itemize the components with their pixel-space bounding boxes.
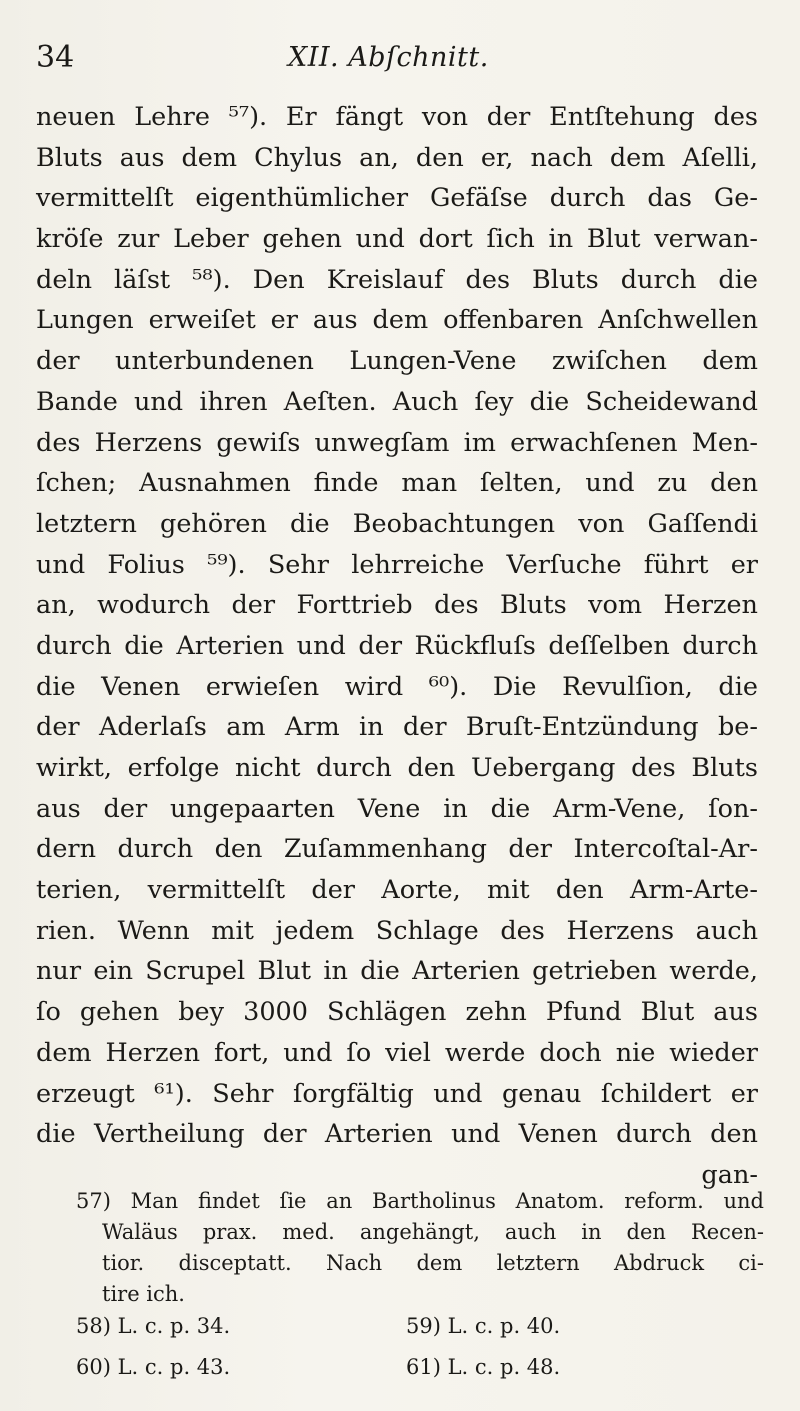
footnote-58: 58) L. c. p. 34. bbox=[76, 1314, 231, 1338]
ref-row bbox=[76, 1347, 676, 1388]
body-line: nur ein Scrupel Blut in die Arterien getrieben werde, bbox=[36, 956, 758, 987]
body-line: vermittelſt eigenthümlicher Gefäſse durch das Ge- bbox=[36, 183, 758, 214]
body-line: neuen Lehre ⁵⁷). Er fängt von der Entſtehung des bbox=[36, 102, 758, 132]
body-line: Bande und ihren Aeſten. Auch ſey die Scheidewand bbox=[36, 386, 758, 417]
footnote-59: 59) L. c. p. 40. bbox=[406, 1314, 561, 1338]
body-line: durch die Arterien und der Rückfluſs deſſelben durch bbox=[36, 630, 758, 661]
body-line: ſo gehen bey 3000 Schlägen zehn Pfund Blut aus bbox=[36, 997, 758, 1028]
body-line: an, wodurch der Forttrieb des Bluts vom Herzen bbox=[36, 590, 758, 621]
body-line: Bluts aus dem Chylus an, den er, nach dem Aſelli, bbox=[36, 142, 758, 173]
footnote-60: 60) L. c. p. 43. bbox=[76, 1355, 231, 1379]
footnote-61: 61) L. c. p. 48. bbox=[406, 1355, 561, 1379]
page-number: 34 bbox=[36, 40, 75, 75]
body-line: erzeugt ⁶¹). Sehr ſorgfältig und genau ſchildert er bbox=[36, 1078, 758, 1109]
body-line: rien. Wenn mit jedem Schlage des Herzens auch bbox=[36, 915, 758, 946]
body-text bbox=[36, 97, 758, 1196]
body-line: und Folius ⁵⁹). Sehr lehrreiche Verſuche führt er bbox=[36, 549, 758, 580]
body-line: dem Herzen fort, und ſo viel werde doch nie wieder bbox=[36, 1037, 758, 1068]
ref-row bbox=[76, 1306, 676, 1347]
running-head: XII. Abſchnitt. bbox=[288, 42, 489, 73]
body-line: die Venen erwieſen wird ⁶⁰). Die Revulſion, die bbox=[36, 671, 758, 702]
body-line: wirkt, erfolge nicht durch den Uebergang des Bluts bbox=[36, 753, 758, 783]
body-line: terien, vermittelſt der Aorte, mit den Arm-Arte- bbox=[36, 875, 758, 906]
body-line: letztern gehören die Beobachtungen von Gaſſendi bbox=[36, 508, 758, 539]
footnote-line: 57) Man findet ſie an Bartholinus Anatom. reform. und bbox=[76, 1189, 764, 1213]
body-line: dern durch den Zuſammenhang der Intercoſtal-Ar- bbox=[36, 834, 758, 865]
body-line: deln läſst ⁵⁸). Den Kreislauf des Bluts durch die bbox=[36, 264, 758, 295]
footnote-line: tire ich. bbox=[102, 1282, 185, 1306]
body-line: Lungen erweiſet er aus dem offenbaren Anſchwellen bbox=[36, 305, 758, 336]
body-line: der unterbundenen Lungen-Vene zwiſchen dem bbox=[36, 346, 758, 377]
catchword: gan- bbox=[701, 1159, 758, 1190]
body-line: ſchen; Ausnahmen finde man ſelten, und zu den bbox=[36, 468, 758, 499]
body-line: aus der ungepaarten Vene in die Arm-Vene, ſon- bbox=[36, 793, 758, 824]
body-line: des Herzens gewiſs unwegſam im erwachſenen Men- bbox=[36, 427, 758, 458]
footnote-line: Waläus prax. med. angehängt, auch in den Recen- bbox=[102, 1220, 764, 1244]
footnote-line: tior. disceptatt. Nach dem letztern Abdruck ci- bbox=[102, 1251, 764, 1275]
page-header bbox=[36, 40, 766, 80]
body-line: die Vertheilung der Arterien und Venen durch den bbox=[36, 1119, 758, 1150]
footnote-references bbox=[76, 1306, 676, 1388]
body-line: kröſe zur Leber gehen und dort ſich in Blut verwan- bbox=[36, 224, 758, 255]
body-line: der Aderlaſs am Arm in der Bruſt-Entzündung be- bbox=[36, 712, 758, 743]
footnote-57 bbox=[76, 1186, 764, 1310]
